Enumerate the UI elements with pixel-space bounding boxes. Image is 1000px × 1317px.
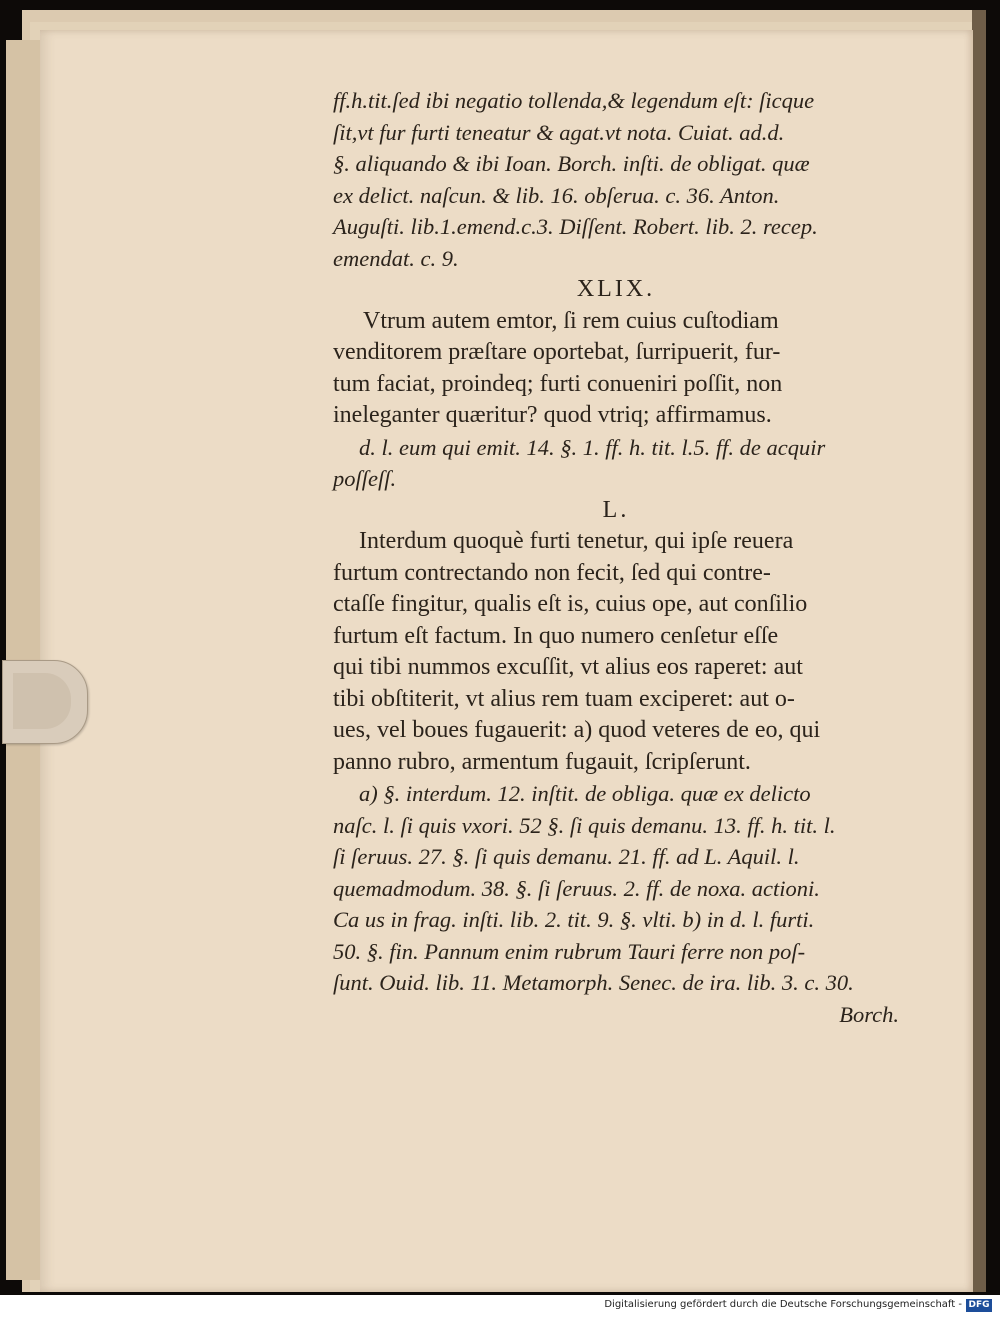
section-heading: L. [602,496,630,523]
footnote-line: quemadmodum. 38. §. ſi ſeruus. 2. ff. de noxa. actioni. [333,875,820,901]
text-line: ex delict. naſcun. & lib. 16. obſerua. c. 36. Anton. [333,182,780,208]
page-tab [2,660,88,744]
footnote-line: Ca us in frag. inſti. lib. 2. tit. 9. §. vlti. b) in d. l. furti. [333,907,815,932]
text-line: ctaſſe fingitur, qualis eſt is, cuius ope, aut conſilio [333,591,808,617]
text-line: ff.h.tit.ſed ibi negatio tollenda,& legendum eſt: ſicque [333,88,815,113]
text-line: Interdum quoquè furti tenetur, qui ipſe reuera [359,528,794,554]
text-line: emendat. c. 9. [333,245,459,271]
text-line: venditorem præſtare oportebat, ſurripuerit, fur- [333,339,781,365]
text-line: furtum contrectando non fecit, ſed qui contre- [333,559,771,586]
text-line: tibi obſtiterit, vt alius rem tuam exciperet: aut o- [333,685,795,712]
footnote-line: ſunt. Ouid. lib. 11. Metamorph. Senec. de ira. lib. 3. c. 30. [333,970,854,995]
footnote-line: ſi ſeruus. 27. §. ſi quis demanu. 21. ff. ad L. Aquil. l. [333,844,800,869]
dfg-logo-icon: DFG [966,1299,992,1312]
page-text [333,85,899,1030]
text-line: poſſeſſ. [333,466,397,491]
text-line: d. l. eum qui emit. 14. §. 1. ff. h. tit. l.5. ff. de acquir [359,434,826,460]
text-line: ineleganter quæritur? quod vtriq; affirmamus. [333,402,772,428]
footer-credit: Digitalisierung gefördert durch die Deutsche Forschungsgemeinschaft - [604,1299,962,1310]
catchword: Borch. [839,1001,899,1027]
text-line: ues, vel boues fugauerit: a) quod veteres de eo, qui [333,717,821,743]
footnote-line: a) §. interdum. 12. inſtit. de obliga. quæ ex delicto [359,781,811,806]
book-edge [972,10,986,1292]
footnote-line: naſc. l. ſi quis vxori. 52 §. ſi quis demanu. 13. ff. h. tit. l. [333,812,836,838]
text-line: panno rubro, armentum fugauit, ſcripſerunt. [333,748,751,775]
text-line: tum faciat, proindeq; furti conueniri poſſit, non [333,370,783,397]
section-heading: XLIX. [576,276,656,302]
text-line: §. aliquando & ibi Ioan. Borch. inſti. de obligat. quæ [333,151,810,176]
footer-bar [0,1295,1000,1317]
text-line: qui tibi nummos excuſſit, vt alius eos raperet: aut [333,654,803,680]
text-line: furtum eſt factum. In quo numero cenſetur eſſe [333,622,779,649]
text-line: Auguſti. lib.1.emend.c.3. Diſſent. Robert. lib. 2. recep. [333,214,818,239]
text-line: ſit,vt fur furti teneatur & agat.vt nota. Cuiat. ad.d. [333,119,785,145]
footnote-line: 50. §. fin. Pannum enim rubrum Tauri ferre non poſ- [333,938,806,964]
text-line: Vtrum autem emtor, ſi rem cuius cuſtodiam [363,307,779,334]
